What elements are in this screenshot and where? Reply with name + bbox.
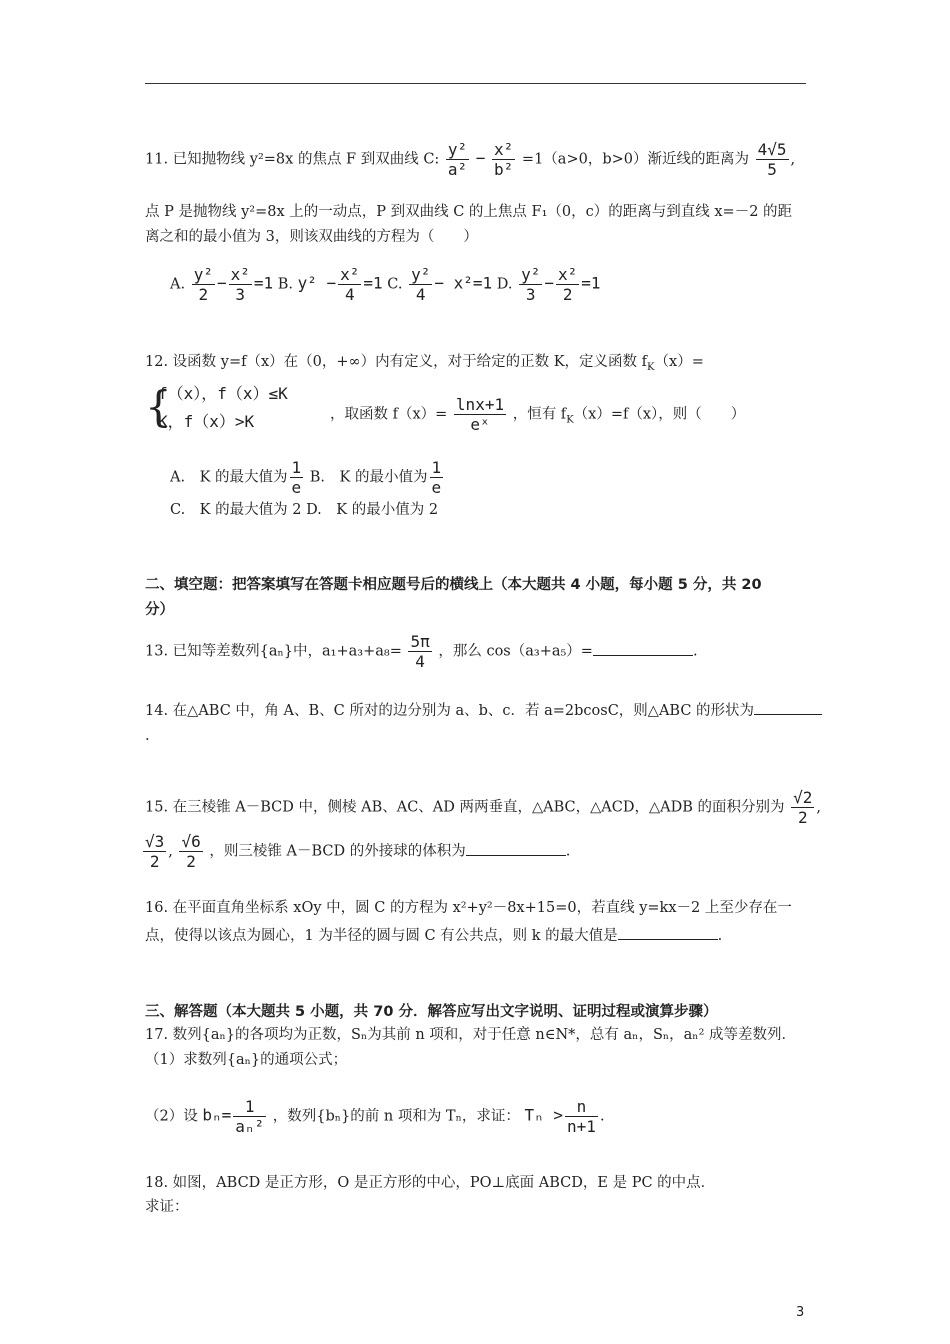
q13-period: .	[692, 643, 698, 660]
frac-den: n+1	[567, 1117, 596, 1136]
answer-blank[interactable]	[466, 841, 566, 856]
q15-line2	[145, 832, 570, 871]
frac-num: x²	[230, 265, 250, 284]
q12-text: 12. 设函数 y=f（x）在（0，+∞）内有定义，对于给定的正数 K，定义函数 f	[145, 354, 648, 370]
q12-text-mid3: （x）=f（x），则（ ）	[573, 406, 746, 423]
q17-frac-tn	[565, 1097, 598, 1136]
opt-b-frac	[430, 458, 444, 497]
q17-frac-bn	[233, 1097, 266, 1136]
frac-num: 1	[291, 458, 302, 477]
q17-line1: 17. 数列{aₙ}的各项均为正数，Sₙ为其前 n 项和，对于任意 n∈N*，总有 aₙ，Sₙ，aₙ² 成等差数列．	[145, 1027, 796, 1043]
subscript-k: K	[566, 414, 574, 426]
frac-num: √3	[145, 832, 165, 851]
q16-line2	[145, 925, 722, 946]
option-c-label: C.	[387, 276, 403, 293]
q16-text: 点，使得以该点为圆心，1 为半径的圆与圆 C 有公共点，则 k 的最大值是	[145, 928, 618, 944]
frac-den: 2	[149, 852, 160, 871]
equals-one: =1	[363, 273, 383, 293]
q11-frac-distance	[756, 140, 789, 179]
piecewise-case1: f（x），f（x）≤K	[158, 384, 288, 403]
q18-line2: 求证：	[145, 1199, 189, 1215]
q15-text-a: 15. 在三棱锥 A－BCD 中，侧棱 AB、AC、AD 两两垂直，△ABC，△ACD，△ADB 的面积分别为	[145, 799, 785, 816]
subscript-k: K	[647, 361, 655, 373]
answer-blank[interactable]	[754, 700, 822, 715]
frac-den: 5	[767, 160, 777, 179]
q15-frac-sqrt3	[143, 832, 166, 871]
option-c-text: C. K 的最大值为 2	[170, 502, 302, 518]
opt-a-frac	[290, 458, 304, 497]
equals-one: =1	[581, 273, 601, 293]
frac-den: 2	[198, 285, 209, 304]
opt-b-frac2	[338, 265, 361, 304]
opt-c-term2: − x²=1	[434, 273, 493, 293]
frac-den: 2	[797, 808, 808, 827]
q13-frac	[408, 632, 431, 671]
frac-den: a²	[447, 160, 468, 179]
frac-num: y²	[521, 265, 541, 284]
q11-text-b: =1（a>0，b>0）渐近线的距离为	[521, 151, 749, 168]
frac-num: 1	[431, 458, 442, 477]
q15-period: .	[565, 843, 571, 860]
q17-tn: Tₙ >	[524, 1105, 564, 1125]
frac-den: eˣ	[470, 415, 490, 434]
minus-sign: −	[475, 148, 486, 168]
frac-num: 4√5	[757, 140, 787, 159]
q12-text-end: （x）=	[654, 354, 704, 370]
q17-text-a: （2）设	[145, 1108, 198, 1125]
minus-sign: −	[544, 273, 554, 293]
q14-line2: .	[145, 728, 150, 744]
option-b-label: B.	[277, 276, 294, 293]
q18-line1: 18. 如图，ABCD 是正方形，O 是正方形的中心，PO⊥底面 ABCD，E 是 PC 的中点．	[145, 1175, 716, 1191]
frac-den: 4	[415, 285, 426, 304]
q12-frac-function	[454, 395, 506, 434]
q17-bn: bₙ=	[202, 1105, 232, 1125]
option-d-text: D. K 的最小值为 2	[306, 502, 439, 518]
q15-comma: ,	[168, 843, 173, 860]
equals-one: =1	[253, 273, 274, 293]
q15-frac-sqrt6	[179, 832, 202, 871]
q13-text-b: ，那么 cos（a₃+a₅）=	[438, 643, 593, 660]
option-d-label: D.	[496, 276, 513, 293]
opt-c-frac1	[409, 265, 432, 304]
q15-line1	[145, 788, 821, 827]
q11-options	[170, 265, 601, 304]
frac-num: y²	[193, 265, 213, 284]
opt-b-term1: y² −	[297, 273, 337, 293]
q17-text-b: ，数列{bₙ}的前 n 项和为 Tₙ，求证：	[272, 1108, 520, 1125]
header-rule	[145, 83, 806, 84]
frac-den: 2	[562, 285, 573, 304]
q11-frac-x2-b2	[492, 140, 515, 179]
frac-num: lnx+1	[455, 395, 505, 414]
frac-num: 5π	[410, 632, 430, 651]
q15-frac-sqrt2	[791, 788, 814, 827]
q17-line2: （1）求数列{aₙ}的通项公式；	[145, 1052, 348, 1068]
frac-num: x²	[494, 140, 514, 159]
q12-line2	[330, 395, 745, 434]
frac-num: √6	[181, 832, 201, 851]
page-number: 3	[796, 1305, 805, 1320]
q17-period: .	[599, 1108, 605, 1125]
opt-d-frac2	[556, 265, 579, 304]
frac-den: aₙ²	[235, 1117, 265, 1136]
frac-num: n	[565, 1097, 598, 1117]
section3-heading: 三、解答题（本大题共 5 小题，共 70 分．解答应写出文字说明、证明过程或演算步骤）	[145, 1004, 718, 1020]
frac-num: √2	[793, 788, 813, 807]
frac-den: e	[431, 478, 442, 497]
q14-line1	[145, 700, 822, 721]
q16-period: .	[717, 928, 723, 944]
q11-line1	[145, 140, 795, 179]
q12-options-cd	[170, 500, 438, 520]
option-a-label: A.	[170, 276, 186, 293]
q12-options-ab	[170, 458, 445, 497]
opt-a-frac1	[192, 265, 215, 304]
piecewise-brace: {	[145, 382, 172, 431]
answer-blank[interactable]	[593, 641, 693, 656]
piecewise-case2: K，f（x）>K	[158, 412, 255, 431]
q13-text-a: 13. 已知等差数列{aₙ}中，a₁+a₃+a₈=	[145, 643, 402, 660]
frac-den: e	[291, 478, 302, 497]
option-a-text: A. K 的最大值为	[170, 469, 288, 486]
q11-line2: 点 P 是抛物线 y²=8x 上的一动点，P 到双曲线 C 的上焦点 F₁（0，c）的距离与到直线 x=－2 的距	[145, 204, 793, 220]
frac-den: 2	[186, 852, 196, 871]
frac-den: 4	[344, 285, 355, 304]
q12-line1	[145, 352, 704, 378]
frac-den: 4	[415, 652, 425, 671]
frac-den: 3	[525, 285, 536, 304]
section2-heading-line1: 二、填空题：把答案填写在答题卡相应题号后的横线上（本大题共 4 小题，每小题 5 分，共 20	[145, 577, 762, 593]
answer-blank[interactable]	[618, 925, 718, 940]
frac-num: 1	[233, 1097, 266, 1117]
q11-line3: 离之和的最小值为 3，则该双曲线的方程为（ ）	[145, 229, 478, 245]
opt-a-frac2	[229, 265, 252, 304]
q13-line	[145, 632, 698, 671]
section2-heading-line2: 分）	[145, 602, 174, 618]
frac-den: b²	[494, 160, 514, 179]
option-b-text: B. K 的最小值为	[309, 469, 428, 486]
frac-num: y²	[411, 265, 431, 284]
q15-text-b: ，则三棱锥 A－BCD 的外接球的体积为	[209, 843, 466, 860]
q11-comma: ,	[790, 151, 796, 168]
q11-text-a: 11. 已知抛物线 y²=8x 的焦点 F 到双曲线 C:	[145, 151, 440, 168]
opt-d-frac1	[519, 265, 542, 304]
q12-text-mid2: ，恒有 f	[512, 406, 567, 423]
q14-text: 14. 在△ABC 中，角 A、B、C 所对的边分别为 a、b、c．若 a=2bcosC，则△ABC 的形状为	[145, 703, 755, 719]
q12-text-mid1: ，取函数 f（x）=	[330, 406, 448, 423]
q11-frac-y2-a2	[446, 140, 469, 179]
frac-num: y²	[447, 140, 468, 159]
frac-den: 3	[235, 285, 246, 304]
frac-num: x²	[340, 265, 360, 284]
q17-line3	[145, 1097, 605, 1136]
minus-sign: −	[216, 273, 227, 293]
frac-num: x²	[558, 265, 578, 284]
q15-comma: ,	[816, 799, 821, 816]
q16-line1: 16. 在平面直角坐标系 xOy 中，圆 C 的方程为 x²+y²－8x+15=0，若直线 y=kx－2 上至少存在一	[145, 900, 792, 916]
